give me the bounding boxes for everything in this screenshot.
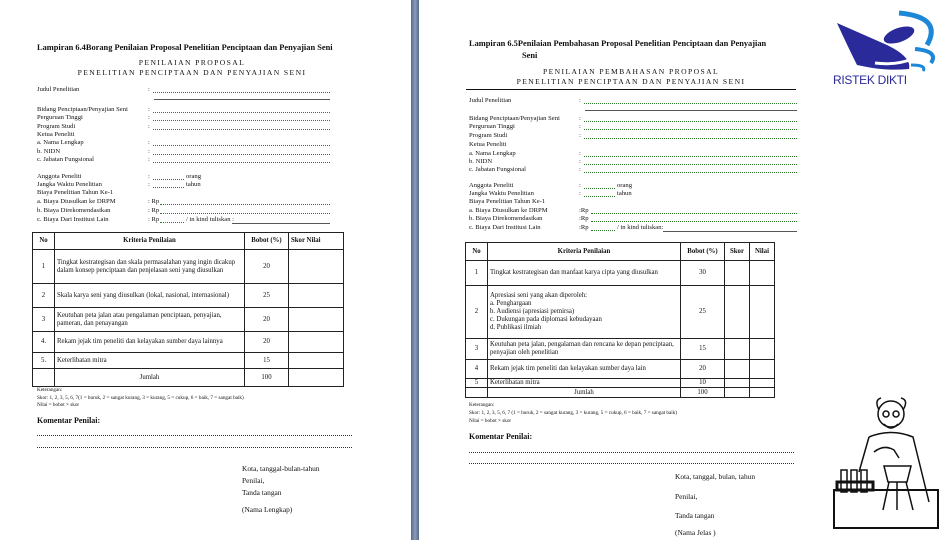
field-label: a. Biaya Diusulkan ke DRPM: [37, 198, 116, 205]
field-suffix: orang: [617, 182, 633, 189]
comment-line[interactable]: [469, 463, 794, 464]
field-label: Perguruan Tinggi: [469, 123, 515, 130]
field-label: b. NIDN: [469, 158, 493, 165]
header-rule: [466, 89, 796, 90]
field-label: Biaya Penelitian Tahun Ke-1: [469, 198, 546, 205]
score-value-cell[interactable]: [289, 308, 344, 332]
field-separator: : Rp: [148, 207, 160, 214]
field-separator: :: [579, 190, 581, 197]
field-separator: :: [148, 106, 150, 113]
field-label: Ketua Peneliti: [37, 131, 75, 138]
field-label: c. Biaya Dari Institusi Lain: [469, 224, 541, 231]
score-value-cell[interactable]: [289, 332, 344, 353]
field-label: Jangka Waktu Penelitian: [37, 181, 102, 188]
ristek-dikti-logo: [827, 5, 945, 90]
row-number: 4: [466, 360, 488, 379]
total-row: [33, 369, 344, 387]
field-label: c. Biaya Dari Institusi Lain: [37, 216, 109, 223]
field-input[interactable]: [153, 91, 330, 93]
field-label: c. Jabatan Fungsional: [469, 166, 526, 173]
note-line: Nilai = bobot × skor: [469, 418, 512, 424]
table-header-row: [33, 233, 344, 250]
table-row: [466, 379, 775, 388]
field-input[interactable]: [584, 171, 797, 173]
comment-heading: Komentar Penilai:: [469, 432, 533, 441]
table-row: [33, 250, 344, 284]
field-input[interactable]: [153, 128, 330, 130]
field-input[interactable]: [584, 120, 797, 122]
row-number: 2: [466, 286, 488, 339]
field-label: Biaya Penelitian Tahun Ke-1: [37, 189, 114, 196]
column-header: No: [466, 243, 488, 261]
weight-value: 20: [245, 250, 289, 284]
field-label: Program Studi: [37, 123, 76, 130]
field-input[interactable]: [153, 119, 330, 121]
total-label: Jumlah: [55, 369, 245, 387]
field-label: Ketua Peneliti: [469, 141, 507, 148]
field-separator: :Rp: [579, 215, 589, 222]
signature-line: Penilai,: [675, 492, 698, 501]
form-subtitle: PENELITIAN PENCIPTAAN DAN PENYAJIAN SENI: [516, 77, 746, 86]
score-cell[interactable]: [725, 261, 750, 286]
criteria-text: Tingkat kestrategisan dan manfaat karya cipta yang diusulkan: [488, 261, 681, 286]
field-input[interactable]: [663, 231, 797, 232]
field-label: Anggota Peneliti: [469, 182, 514, 189]
field-suffix: tahun: [617, 190, 632, 197]
total-row: [466, 388, 775, 398]
score-cell[interactable]: [725, 379, 750, 388]
field-input[interactable]: [584, 187, 615, 189]
total-label: Jumlah: [488, 388, 681, 398]
page-left: [0, 0, 411, 540]
column-header: Nilai: [750, 243, 775, 261]
field-separator: :: [579, 97, 581, 104]
field-separator: :: [148, 114, 150, 121]
weight-value: 15: [681, 339, 725, 360]
field-separator: :: [579, 182, 581, 189]
field-input[interactable]: [232, 223, 330, 224]
field-separator: :: [148, 173, 150, 180]
field-input[interactable]: [584, 155, 797, 157]
field-label: Judul Penelitian: [37, 86, 80, 93]
signature-line: (Nama Lengkap): [242, 505, 293, 514]
form-subtitle: PENELITIAN PENCIPTAAN DAN PENYAJIAN SENI: [77, 68, 307, 77]
row-number: 5: [466, 379, 488, 388]
field-input-continued[interactable]: [585, 110, 797, 111]
table-row: [466, 286, 775, 339]
field-input[interactable]: [584, 102, 797, 104]
signature-line: (Nama Jelas ): [675, 528, 716, 537]
criteria-text: Apresiasi seni yang akan diperoleh: a. Penghargaan b. Audiensi (apresiasi pemirsa) c. Dukungan pada diplomasi kebudayaan d. Publikasi ilmiah: [488, 286, 681, 339]
comment-line[interactable]: [37, 447, 352, 448]
field-input[interactable]: [584, 128, 797, 130]
comment-line[interactable]: [469, 452, 794, 453]
table-header-row: [466, 243, 775, 261]
field-separator: :: [579, 115, 581, 122]
weight-value: 25: [681, 286, 725, 339]
comment-line[interactable]: [37, 435, 352, 436]
page-right: [419, 0, 950, 540]
field-input[interactable]: [591, 220, 797, 222]
column-header: Bobot (%): [245, 233, 289, 250]
form-subtitle: PENILAIAN PROPOSAL: [138, 58, 246, 67]
row-number: 2: [33, 284, 55, 308]
assessment-table: [465, 242, 775, 398]
field-label: b. Biaya Direkomendasikan: [469, 215, 543, 222]
table-row: [33, 353, 344, 369]
signature-line: Tanda tangan: [242, 488, 282, 497]
table-row: [33, 308, 344, 332]
score-value-cell[interactable]: [289, 250, 344, 284]
value-cell[interactable]: [750, 261, 775, 286]
field-separator: :: [148, 123, 150, 130]
weight-value: 25: [245, 284, 289, 308]
value-cell[interactable]: [750, 360, 775, 379]
total-value: [750, 388, 775, 398]
field-separator: :: [148, 148, 150, 155]
empty-cell: [33, 369, 55, 387]
field-input-continued[interactable]: [154, 99, 330, 100]
value-cell[interactable]: [750, 286, 775, 339]
field-separator: :: [579, 150, 581, 157]
score-value-cell[interactable]: [289, 284, 344, 308]
score-cell[interactable]: [725, 286, 750, 339]
table-row: [33, 284, 344, 308]
field-separator: :: [579, 158, 581, 165]
field-label: a. Nama Lengkap: [469, 150, 516, 157]
field-suffix: / in kind tuliskan :: [186, 216, 234, 223]
weight-value: 20: [245, 308, 289, 332]
field-input[interactable]: [153, 186, 184, 188]
field-input[interactable]: [153, 111, 330, 113]
total-weight: 100: [245, 369, 289, 387]
field-suffix: tahun: [186, 181, 201, 188]
document-title: Lampiran 6.4Borang Penilaian Proposal Penelitian Penciptaan dan Penyajian Seni: [37, 43, 333, 52]
signature-line: Kota, tanggal, bulan, tahun: [675, 472, 756, 481]
field-label: a. Biaya Diusulkan ke DRPM: [469, 207, 548, 214]
row-number: 4.: [33, 332, 55, 353]
row-number: 3: [33, 308, 55, 332]
total-score: [725, 388, 750, 398]
field-label: Bidang Penciptaan/Penyajian Seni: [37, 106, 128, 113]
weight-value: 10: [681, 379, 725, 388]
document-title-cont: Seni: [522, 51, 538, 60]
row-number: 1: [33, 250, 55, 284]
field-label: Perguruan Tinggi: [37, 114, 83, 121]
note-line: Nilai = bobot × skor: [37, 402, 80, 408]
field-label: b. Biaya Direkomendasikan: [37, 207, 111, 214]
field-input[interactable]: [153, 144, 330, 146]
field-input[interactable]: [153, 161, 330, 163]
table-row: [466, 339, 775, 360]
note-line: Skor: 1, 2, 3, 5, 6, 7 (1 = buruk, 2 = sangat kurang, 3 = kurang, 5 = cukup, 6 = baik, 7 = sangat baik): [469, 410, 678, 416]
field-input[interactable]: [584, 163, 797, 165]
field-label: Jangka Waktu Penelitian: [469, 190, 534, 197]
note-line: Skor: 1, 2, 3, 5, 6, 7(1 = buruk, 2 = sangat kurang, 3 = kurang, 5 = cukup, 6 = baik, 7 = sangat baik): [37, 394, 244, 401]
column-header: Skor Nilai: [289, 233, 344, 250]
table-row: [466, 261, 775, 286]
field-input[interactable]: [160, 221, 184, 223]
weight-value: 30: [681, 261, 725, 286]
criteria-text: Skala karya seni yang diusulkan (lokal, nasional, internasional): [55, 284, 245, 308]
field-input[interactable]: [584, 195, 615, 197]
field-suffix: / in kind tuliskan:: [617, 224, 664, 231]
empty-cell: [466, 388, 488, 398]
comment-heading: Komentar Penilai:: [37, 416, 101, 425]
column-header: Bobot (%): [681, 243, 725, 261]
criteria-text: Keutuhan peta jalan atau pengalaman penciptaan, penyajian, pameran, dan penayangan: [55, 308, 245, 332]
value-cell[interactable]: [750, 339, 775, 360]
field-input[interactable]: [584, 137, 797, 139]
field-separator: : Rp: [148, 216, 160, 223]
column-header: Kriteria Penilaian: [488, 243, 681, 261]
note-line: Keterangan:: [469, 402, 495, 408]
note-line: Keterangan:: [37, 387, 63, 393]
field-separator: :: [579, 123, 581, 130]
field-label: Judul Penelitian: [469, 97, 512, 104]
row-number: 3: [466, 339, 488, 360]
logo-text: RISTEK DIKTI: [833, 73, 907, 87]
criteria-text: Tingkat kestrategisan dan skala permasalahan yang ingin dicakup dalam konsep penciptaan dan penjelasan seni yang diusulkan: [55, 250, 245, 284]
field-separator: :: [148, 139, 150, 146]
field-input[interactable]: [153, 153, 330, 155]
row-number: 1: [466, 261, 488, 286]
field-input[interactable]: [160, 203, 330, 205]
field-label: Bidang Penciptaan/Penyajian Seni: [469, 115, 560, 122]
table-row: [466, 360, 775, 379]
page-divider: [411, 0, 419, 540]
table-row: [33, 332, 344, 353]
score-cell[interactable]: [725, 339, 750, 360]
field-separator: :: [148, 156, 150, 163]
score-cell[interactable]: [725, 360, 750, 379]
criteria-text: Rekam jejak tim peneliti dan kelayakan sumber daya lainnya: [55, 332, 245, 353]
field-input[interactable]: [591, 212, 797, 214]
score-value-cell[interactable]: [289, 353, 344, 369]
column-header: Skor: [725, 243, 750, 261]
field-separator: : Rp: [148, 198, 160, 205]
column-header: No: [33, 233, 55, 250]
value-cell[interactable]: [750, 379, 775, 388]
field-separator: :Rp: [579, 207, 589, 214]
field-separator: :Rp: [579, 224, 589, 231]
document-title: Lampiran 6.5Penilaian Pembahasan Proposal Penelitian Penciptaan dan Penyajian: [469, 39, 767, 48]
field-input[interactable]: [591, 229, 615, 231]
field-label: b. NIDN: [37, 148, 61, 155]
signature-line: Tanda tangan: [675, 511, 715, 520]
field-label: c. Jabatan Fungsional: [37, 156, 94, 163]
criteria-text: Keutuhan peta jalan, pengalaman dan rencana ke depan penciptaan, penyajian oleh penelitian: [488, 339, 681, 360]
field-separator: :: [148, 86, 150, 93]
form-subtitle: PENILAIAN PEMBAHASAN PROPOSAL: [542, 67, 720, 76]
field-suffix: orang: [186, 173, 202, 180]
weight-value: 20: [681, 360, 725, 379]
signature-line: Kota, tanggal-bulan-tahun: [242, 464, 320, 473]
weight-value: 20: [245, 332, 289, 353]
row-number: 5.: [33, 353, 55, 369]
field-label: a. Nama Lengkap: [37, 139, 84, 146]
criteria-text: Keterlibatan mitra: [488, 379, 681, 388]
total-weight: 100: [681, 388, 725, 398]
field-label: Program Studi: [469, 132, 508, 139]
field-separator: :: [579, 132, 581, 139]
field-input[interactable]: [160, 212, 330, 214]
total-score-value: [289, 369, 344, 387]
scientist-illustration-icon: [829, 392, 947, 532]
criteria-text: Rekam jejak tim peneliti dan kelayakan sumber daya lain: [488, 360, 681, 379]
field-separator: :: [579, 166, 581, 173]
field-label: Anggota Peneliti: [37, 173, 82, 180]
scientist-clipart: [829, 392, 947, 532]
criteria-text: Keterlibatan mitra: [55, 353, 245, 369]
signature-line: Penilai,: [242, 476, 265, 485]
assessment-table: [32, 232, 344, 387]
weight-value: 15: [245, 353, 289, 369]
field-separator: :: [148, 181, 150, 188]
column-header: Kriteria Penilaian: [55, 233, 245, 250]
field-input[interactable]: [153, 178, 184, 180]
